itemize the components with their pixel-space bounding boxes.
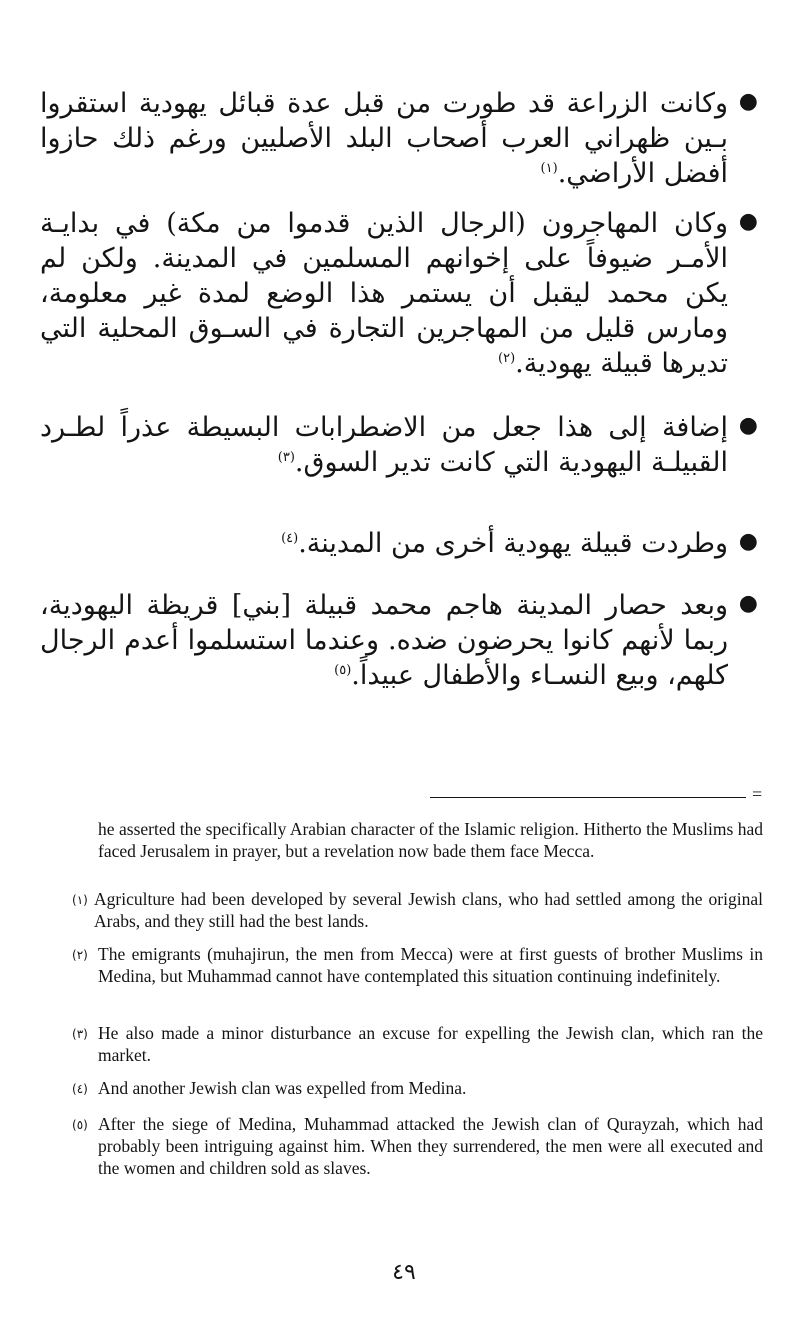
paragraph-text: وكان المهاجرون (الرجال الذين قدموا من مكة) في بدايـة الأمـر ضيوفاً على إخوانهم المسلمين في المدينة. ولكن لم يكن محمد ليقبل أن يستمر هذا الوضع لمدة غير معلومة، ومارس قليل من المهاجرين التجارة في السـوق المحلية التي تديرها قبيلة يهودية. bbox=[40, 208, 728, 380]
footnote-continued: he asserted the specifically Arabian character of the Islamic religion. Hitherto the Muslims had faced Jerusalem in prayer, but a revelation now bade them face Mecca. bbox=[98, 819, 763, 861]
footnote-1: Agriculture had been developed by several Jewish clans, who had settled among the original Arabs, and they still had the best lands. bbox=[94, 889, 763, 931]
footnote-ref: (٣) bbox=[277, 450, 295, 466]
bullet-icon: ● bbox=[738, 413, 758, 438]
footnote-ref: (٥) bbox=[334, 663, 352, 679]
arabic-paragraph-4 bbox=[40, 526, 758, 561]
paragraph-text: وبعد حصار المدينة هاجم محمد قبيلة [بني] قريظة اليهودية، ربما لأنهم كانوا يحرضون ضده. وعندما استسلموا أعدم الرجال كلهم، وبيع النسـاء والأطفال عبيداً. bbox=[40, 590, 728, 692]
footnote-3: He also made a minor disturbance an excuse for expelling the Jewish clan, which ran the market. bbox=[98, 1023, 763, 1065]
paragraph-text: وطردت قبيلة يهودية أخرى من المدينة. bbox=[298, 528, 728, 559]
arabic-paragraph-5 bbox=[40, 588, 758, 693]
footnote-4: And another Jewish clan was expelled from Medina. bbox=[98, 1078, 467, 1098]
arabic-paragraph-2 bbox=[40, 206, 758, 381]
footnote-marker: (٢) bbox=[72, 948, 88, 962]
footnote-2: The emigrants (muhajirun, the men from Mecca) were at first guests of brother Muslims in Medina, but Muhammad cannot have contemplated this situation continuing indefinitely. bbox=[98, 944, 763, 986]
footnote-ref: (٢) bbox=[498, 351, 516, 367]
continuation-mark: = bbox=[752, 784, 763, 804]
footnote-marker: (٣) bbox=[72, 1027, 88, 1041]
paragraph-text: إضافة إلى هذا جعل من الاضطرابات البسيطة عذراً لطـرد القبيلـة اليهودية التي كانت تدير السوق. bbox=[40, 412, 728, 479]
footnote-marker: (٤) bbox=[72, 1082, 88, 1096]
arabic-paragraph-1 bbox=[40, 86, 758, 191]
bullet-icon: ● bbox=[738, 591, 758, 616]
footnote-separator-line bbox=[430, 797, 746, 798]
bullet-icon: ● bbox=[738, 209, 758, 234]
bullet-icon: ● bbox=[738, 89, 758, 114]
footnote-marker: (٥) bbox=[72, 1118, 88, 1132]
footnote-5: After the siege of Medina, Muhammad attacked the Jewish clan of Qurayzah, which had probably been intriguing against him. When they surrendered, the men were all executed and the women and children sold as slaves. bbox=[98, 1114, 763, 1178]
arabic-paragraph-3 bbox=[40, 410, 758, 480]
page-number: ٤٩ bbox=[392, 1260, 416, 1285]
footnote-ref: (١) bbox=[540, 161, 558, 177]
bullet-icon: ● bbox=[738, 529, 758, 554]
footnote-ref: (٤) bbox=[281, 531, 299, 546]
footnote-marker: (١) bbox=[72, 893, 88, 907]
paragraph-text: وكانت الزراعة قد طورت من قبل عدة قبائل يهودية استقروا بـين ظهراني العرب أصحاب البلد الأصليين ورغم ذلك حازوا أفضل الأراضي. bbox=[40, 88, 728, 190]
